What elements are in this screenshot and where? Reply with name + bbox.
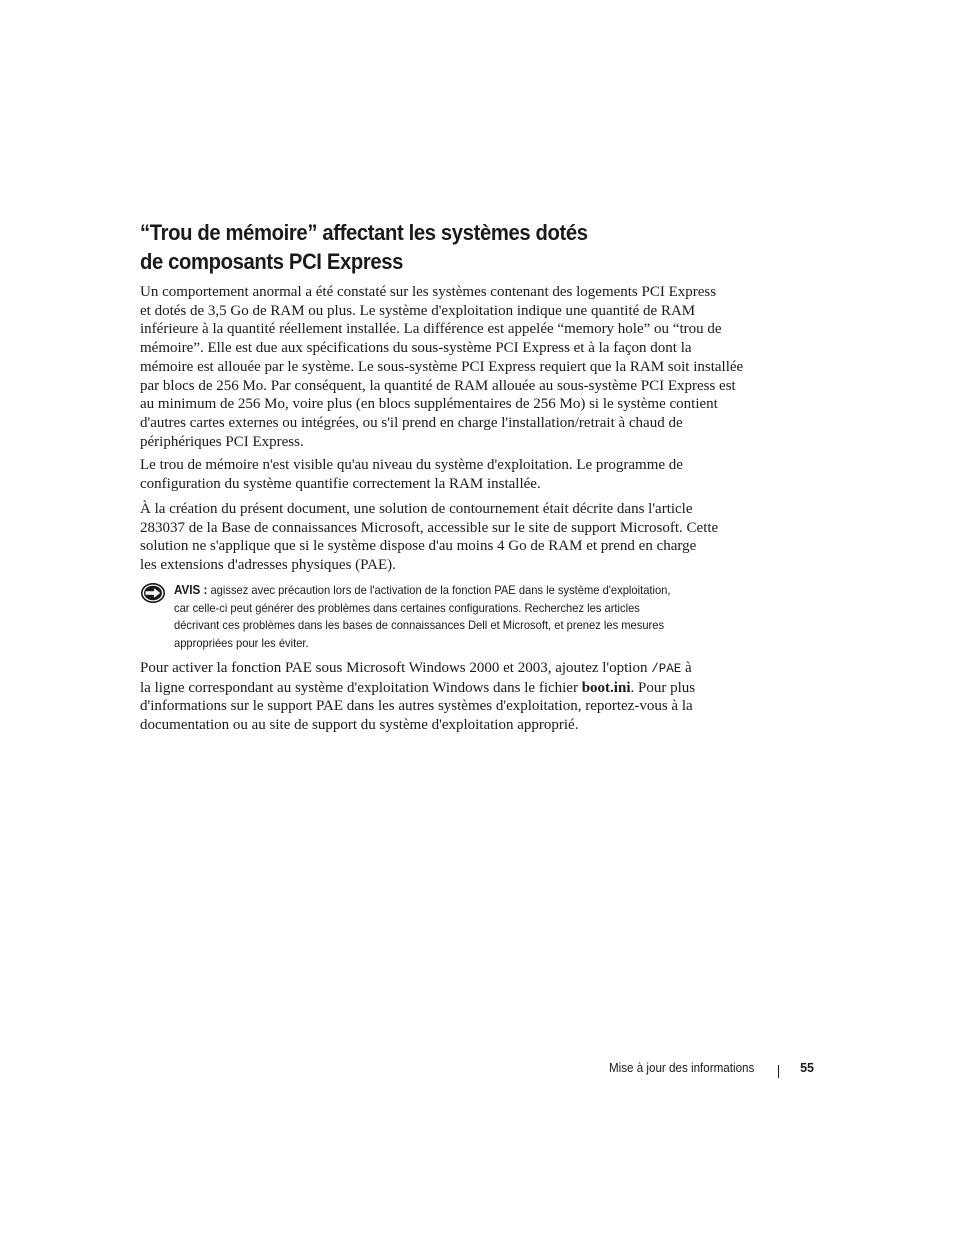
notice-line-1: agissez avec précaution lors de l'activation de la fonction PAE dans le système d'exploitation, bbox=[207, 583, 671, 597]
page-footer bbox=[560, 1061, 814, 1081]
paragraph-line: configuration du système quantifie correctement la RAM installée. bbox=[140, 475, 541, 492]
paragraph-line: d'autres cartes externes ou intégrées, ou s'il prend en charge l'installation/retrait à chaud de bbox=[140, 414, 683, 431]
paragraph-line: documentation ou au site de support du système d'exploitation approprié. bbox=[140, 717, 579, 734]
paragraph-line: au minimum de 256 Mo, voire plus (en blocs supplémentaires de 256 Mo) si le système contient bbox=[140, 396, 718, 413]
paragraph-workaround bbox=[140, 500, 760, 575]
paragraph-line: Le trou de mémoire n'est visible qu'au niveau du système d'exploitation. Le programme de bbox=[140, 457, 683, 473]
footer-section-title: Mise à jour des informations bbox=[608, 1061, 754, 1075]
paragraph-line: d'informations sur le support PAE dans les autres systèmes d'exploitation, reportez-vous à la bbox=[140, 698, 693, 715]
page-heading bbox=[140, 218, 710, 276]
paragraph-line: les extensions d'adresses physiques (PAE). bbox=[140, 557, 396, 574]
notice-label: AVIS : bbox=[174, 583, 208, 597]
footer-divider bbox=[778, 1065, 779, 1078]
page-number: 55 bbox=[800, 1061, 814, 1075]
text-segment: la ligne correspondant au système d'exploitation Windows dans le fichier bbox=[140, 679, 582, 696]
paragraph-visibility bbox=[140, 456, 760, 493]
text-segment: Pour activer la fonction PAE sous Microsoft Windows 2000 et 2003, ajoutez l'option bbox=[140, 660, 652, 676]
paragraph-line bbox=[140, 659, 760, 679]
paragraph-line: solution ne s'applique que si le système dispose d'au moins 4 Go de RAM et prend en charge bbox=[140, 538, 697, 555]
notice-icon bbox=[141, 583, 165, 603]
notice-text bbox=[174, 582, 671, 652]
heading-line-1: “Trou de mémoire” affectant les systèmes dotés bbox=[140, 220, 588, 245]
text-segment: à bbox=[681, 660, 692, 676]
paragraph-line: À la création du présent document, une solution de contournement était décrite dans l'article bbox=[140, 501, 693, 517]
heading-line-2: de composants PCI Express bbox=[140, 249, 404, 274]
paragraph-line: et dotés de 3,5 Go de RAM ou plus. Le système d'exploitation indique une quantité de RAM bbox=[140, 302, 696, 319]
paragraph-line: mémoire”. Elle est due aux spécifications du sous-système PCI Express et à la façon dont la bbox=[140, 340, 692, 357]
text-segment: . Pour plus bbox=[630, 679, 696, 696]
paragraph-line: par blocs de 256 Mo. Par conséquent, la quantité de RAM allouée au sous-système PCI Express est bbox=[140, 377, 736, 394]
pae-option-code: /PAE bbox=[651, 662, 682, 676]
paragraph-line: périphériques PCI Express. bbox=[140, 433, 304, 450]
paragraph-line: 283037 de la Base de connaissances Microsoft, accessible sur le site de support Microsoft. Cette bbox=[140, 519, 719, 536]
notice-line-4: appropriées pour les éviter. bbox=[174, 635, 309, 650]
paragraph-memory-hole bbox=[140, 283, 760, 451]
paragraph-line: mémoire est allouée par le système. Le sous-système PCI Express requiert que la RAM soit installée bbox=[140, 358, 744, 375]
paragraph-line bbox=[140, 679, 760, 698]
boot-ini-filename: boot.ini bbox=[581, 679, 631, 696]
notice-line bbox=[174, 582, 671, 600]
paragraph-line: Un comportement anormal a été constaté sur les systèmes contenant des logements PCI Express bbox=[140, 284, 717, 300]
paragraph-enable-pae bbox=[140, 659, 760, 735]
notice-line-2: car celle-ci peut générer des problèmes dans certaines configurations. Recherchez les articles bbox=[174, 600, 640, 615]
paragraph-line: inférieure à la quantité réellement installée. La différence est appelée “memory hole” ou “trou de bbox=[140, 321, 722, 338]
notice-line-3: décrivant ces problèmes dans les bases de connaissances Dell et Microsoft, et prenez les mesures bbox=[174, 618, 665, 633]
